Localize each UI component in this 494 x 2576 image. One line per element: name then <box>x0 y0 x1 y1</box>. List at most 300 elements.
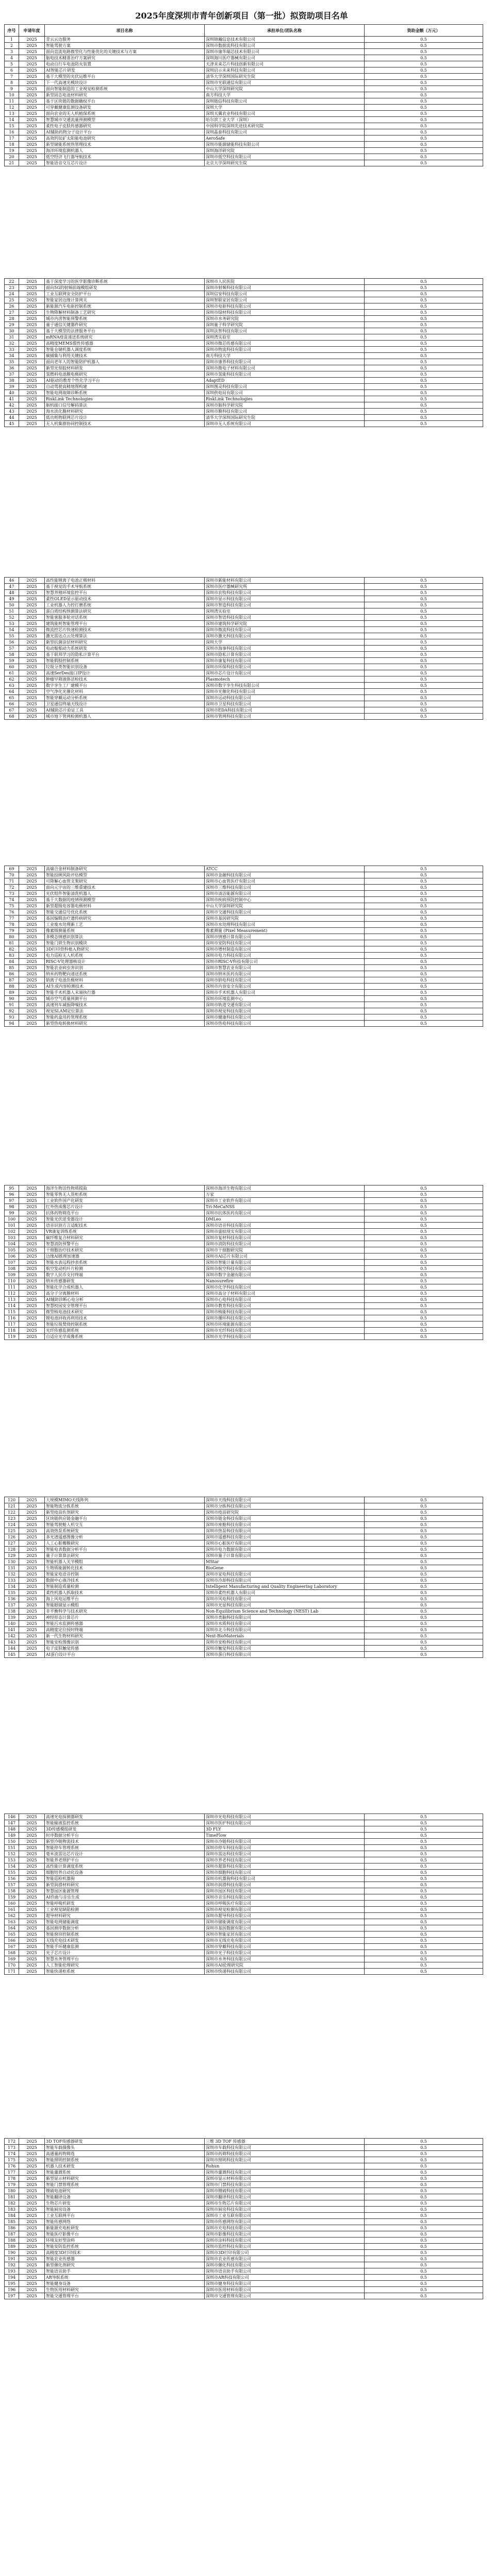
row-year: 2025 <box>19 676 45 683</box>
row-amount: 0.5 <box>365 1021 483 1027</box>
row-year: 2025 <box>19 105 45 111</box>
row-amount: 0.5 <box>365 328 483 334</box>
row-number: 140 <box>5 1621 19 1627</box>
row-project: 海上风电运维平台 <box>45 1596 205 1602</box>
row-project: 新型光刻胶材料研发 <box>45 365 205 371</box>
row-number: 135 <box>5 1590 19 1596</box>
row-unit: 深圳市无线充电有限公司 <box>205 1938 365 1944</box>
row-amount: 0.5 <box>365 92 483 98</box>
table-row <box>5 1944 483 1950</box>
row-number: 184 <box>5 2213 19 2219</box>
row-year: 2025 <box>19 43 45 49</box>
row-unit: 深圳市微芯传感有限公司 <box>205 341 365 347</box>
row-number: 69 <box>5 866 19 872</box>
row-project: RiskLink Technologies <box>45 396 205 402</box>
row-year: 2025 <box>19 922 45 928</box>
table-row <box>5 1253 483 1260</box>
row-project: 新型润滑材料研究 <box>45 1882 205 1888</box>
row-number: 107 <box>5 1260 19 1266</box>
row-number: 151 <box>5 1845 19 1851</box>
row-unit: 深圳市教育科技有限公司 <box>205 1303 365 1309</box>
row-amount: 0.5 <box>365 676 483 683</box>
table-row <box>5 2225 483 2231</box>
row-amount: 0.5 <box>365 1247 483 1253</box>
row-number: 5 <box>5 61 19 67</box>
row-project: 智能窗帘控制系统 <box>45 1931 205 1938</box>
row-amount: 0.5 <box>365 664 483 670</box>
row-amount: 0.5 <box>365 928 483 934</box>
row-year: 2025 <box>19 1870 45 1876</box>
row-year: 2025 <box>19 421 45 427</box>
row-number: 34 <box>5 353 19 359</box>
row-amount: 0.5 <box>365 285 483 291</box>
header-project: 项目名称 <box>45 25 205 37</box>
row-number: 137 <box>5 1602 19 1608</box>
table-row <box>5 1291 483 1297</box>
row-project: 微流控芯片快速检测技术 <box>45 627 205 633</box>
row-project: AI辅助诊断心电分析 <box>45 1297 205 1303</box>
row-year: 2025 <box>19 129 45 135</box>
table-row <box>5 2238 483 2244</box>
row-project: 基于深度学习的医学影像诊断系统 <box>45 279 205 285</box>
row-unit: 深圳市电驱科技有限公司 <box>205 303 365 310</box>
row-project: 智能家居边缘计算网关 <box>45 297 205 303</box>
row-amount: 0.5 <box>365 584 483 590</box>
row-unit: 深圳市锂硫科技有限公司 <box>205 2188 365 2194</box>
row-project: 干细胞治疗技术研究 <box>45 1247 205 1253</box>
row-unit: 深圳法智科技有限公司 <box>205 328 365 334</box>
row-project: 生物降解材料制备工艺研究 <box>45 310 205 316</box>
row-year: 2025 <box>19 1309 45 1315</box>
row-unit: 深圳市智能计量有限公司 <box>205 1260 365 1266</box>
row-unit: 天津未来芯片科技创新有限公司 <box>205 61 365 67</box>
row-year: 2025 <box>19 334 45 341</box>
table-row <box>5 1584 483 1590</box>
row-amount: 0.5 <box>365 111 483 117</box>
row-amount: 0.5 <box>365 953 483 959</box>
row-number: 148 <box>5 1826 19 1833</box>
row-year: 2025 <box>19 328 45 334</box>
row-unit: 深圳市环保科技有限公司 <box>205 664 365 670</box>
table-row <box>5 1229 483 1235</box>
row-year: 2025 <box>19 578 45 584</box>
row-number: 146 <box>5 1814 19 1820</box>
row-number: 98 <box>5 1204 19 1210</box>
table-row <box>5 1516 483 1522</box>
row-unit: 深圳市基因研究院 <box>205 916 365 922</box>
row-project: 红外热成像芯片设计 <box>45 1204 205 1210</box>
row-year: 2025 <box>19 117 45 123</box>
row-year: 2025 <box>19 1522 45 1528</box>
table-row <box>5 322 483 328</box>
table-row <box>5 909 483 916</box>
row-project: 城市内涝智能预警系统 <box>45 316 205 322</box>
row-project: 智能垃圾焚烧控制系统 <box>45 1321 205 1328</box>
row-number: 90 <box>5 996 19 1002</box>
row-unit: 三维 3D TOF 传感器 <box>205 2139 365 2145</box>
table-row <box>5 1272 483 1278</box>
row-amount: 0.5 <box>365 1652 483 1658</box>
row-project: 智能光伏逆变器设计 <box>45 1216 205 1223</box>
row-unit: 深圳市雷达科技有限公司 <box>205 1851 365 1857</box>
table-row <box>5 2182 483 2188</box>
table-row <box>5 105 483 111</box>
table-row <box>5 1590 483 1596</box>
row-amount: 0.5 <box>365 378 483 384</box>
row-year: 2025 <box>19 2163 45 2170</box>
row-amount: 0.5 <box>365 2231 483 2238</box>
row-project: 智能投顾风险评估模型 <box>45 872 205 878</box>
row-project: 新能源汽车电驱控制系统 <box>45 303 205 310</box>
row-unit: 深圳市养老科技有限公司 <box>205 1857 365 1863</box>
row-amount: 0.5 <box>365 658 483 664</box>
row-amount: 0.5 <box>365 1559 483 1565</box>
row-project: 超导材料研究 <box>45 1913 205 1919</box>
table-row <box>5 1510 483 1516</box>
row-project: 青云云边服务 <box>45 37 205 43</box>
row-amount: 0.5 <box>365 117 483 123</box>
table-row <box>5 297 483 303</box>
row-project: 生物医用材料研究 <box>45 2287 205 2293</box>
row-number: 13 <box>5 111 19 117</box>
row-amount: 0.5 <box>365 2163 483 2170</box>
row-project: 面向直流电路微型化与性能优化的关键技术与方案 <box>45 49 205 55</box>
row-amount: 0.5 <box>365 977 483 984</box>
table-row <box>5 903 483 909</box>
row-unit: 深圳市管网科技有限公司 <box>205 714 365 720</box>
row-unit: 深圳湾实验室 <box>205 608 365 615</box>
table-row <box>5 1266 483 1272</box>
row-year: 2025 <box>19 1497 45 1503</box>
table-row <box>5 341 483 347</box>
table-row <box>5 2250 483 2256</box>
row-year: 2025 <box>19 1888 45 1894</box>
row-year: 2025 <box>19 953 45 959</box>
row-year: 2025 <box>19 2151 45 2157</box>
row-amount: 0.5 <box>365 1503 483 1510</box>
table-row <box>5 1559 483 1565</box>
table-row <box>5 584 483 590</box>
row-project: 智能穿戴运动分析系统 <box>45 695 205 701</box>
row-number: 20 <box>5 154 19 160</box>
row-year: 2025 <box>19 1633 45 1639</box>
table-row <box>5 111 483 117</box>
row-unit: 深圳市催化科技有限公司 <box>205 2262 365 2268</box>
row-amount: 0.5 <box>365 2219 483 2225</box>
row-project: 多光谱遥感图像分析 <box>45 1534 205 1540</box>
row-year: 2025 <box>19 1297 45 1303</box>
table-row <box>5 1334 483 1340</box>
table-page <box>0 278 483 427</box>
row-project: 工业互联网安全防护平台 <box>45 291 205 297</box>
row-amount: 0.5 <box>365 707 483 714</box>
row-amount: 0.5 <box>365 916 483 922</box>
row-amount: 0.5 <box>365 421 483 427</box>
table-row <box>5 1008 483 1014</box>
row-amount: 0.5 <box>365 160 483 166</box>
row-year: 2025 <box>19 402 45 409</box>
row-unit: 深圳市显示科技有限公司 <box>205 596 365 602</box>
row-unit: 深圳市影像科技有限公司 <box>205 2231 365 2238</box>
row-unit: 深圳市显示材料有限公司 <box>205 2176 365 2182</box>
table-row <box>5 2200 483 2207</box>
row-year: 2025 <box>19 2219 45 2225</box>
row-amount: 0.5 <box>365 2207 483 2213</box>
row-number: 35 <box>5 359 19 365</box>
row-amount: 0.5 <box>365 74 483 80</box>
row-year: 2025 <box>19 1956 45 1962</box>
table-row <box>5 359 483 365</box>
table-row <box>5 2287 483 2293</box>
row-number: 70 <box>5 872 19 878</box>
row-unit: 深圳链信科技有限公司 <box>205 98 365 105</box>
row-unit: 深圳图灵科技有限公司 <box>205 384 365 390</box>
row-project: 3D打印骨科植入物研究 <box>45 946 205 953</box>
row-project: 智能电网故障诊断系统 <box>45 390 205 396</box>
row-amount: 0.5 <box>365 341 483 347</box>
row-year: 2025 <box>19 1334 45 1340</box>
row-amount: 0.5 <box>365 1185 483 1192</box>
table-row <box>5 279 483 285</box>
row-number: 37 <box>5 371 19 378</box>
row-project: 生物芯片研发 <box>45 2200 205 2207</box>
row-number: 41 <box>5 396 19 402</box>
row-project: 智能水表远程抄表系统 <box>45 1260 205 1266</box>
row-year: 2025 <box>19 946 45 953</box>
table-row <box>5 2207 483 2213</box>
row-unit: 深圳市水务研究院 <box>205 316 365 322</box>
table-row <box>5 977 483 984</box>
row-year: 2025 <box>19 977 45 984</box>
row-year: 2025 <box>19 891 45 897</box>
row-unit: 深圳市RISC-V科技有限公司 <box>205 959 365 965</box>
row-project: 语音识别方言适配技术 <box>45 1223 205 1229</box>
row-year: 2025 <box>19 1315 45 1321</box>
row-number: 126 <box>5 1534 19 1540</box>
table-row <box>5 37 483 43</box>
row-year: 2025 <box>19 940 45 946</box>
table-row <box>5 1216 483 1223</box>
row-amount: 0.5 <box>365 371 483 378</box>
row-year: 2025 <box>19 67 45 74</box>
row-amount: 0.5 <box>365 1284 483 1291</box>
row-unit: 深圳市3D打印有限公司 <box>205 2250 365 2256</box>
row-year: 2025 <box>19 670 45 676</box>
row-unit: 深圳市语音科技有限公司 <box>205 1223 365 1229</box>
row-amount: 0.5 <box>365 1851 483 1857</box>
row-year: 2025 <box>19 61 45 67</box>
row-number: 168 <box>5 1950 19 1956</box>
row-project: 光子芯片设计 <box>45 1950 205 1956</box>
row-year: 2025 <box>19 2145 45 2151</box>
row-year: 2025 <box>19 365 45 371</box>
table-row <box>5 1833 483 1839</box>
row-unit: 深圳市金融科技有限公司 <box>205 872 365 878</box>
row-year: 2025 <box>19 1615 45 1621</box>
row-number: 186 <box>5 2225 19 2231</box>
table-row <box>5 74 483 80</box>
table-row <box>5 1534 483 1540</box>
row-year: 2025 <box>19 1639 45 1646</box>
row-year: 2025 <box>19 154 45 160</box>
row-amount: 0.5 <box>365 303 483 310</box>
row-year: 2025 <box>19 316 45 322</box>
row-amount: 0.5 <box>365 909 483 916</box>
row-number: 112 <box>5 1291 19 1297</box>
table-row <box>5 922 483 928</box>
row-project: 基于联邦学习的隐私计算平台 <box>45 652 205 658</box>
row-project: 量子通信关键器件研究 <box>45 322 205 328</box>
table-row <box>5 1328 483 1334</box>
row-amount: 0.5 <box>365 596 483 602</box>
row-year: 2025 <box>19 1602 45 1608</box>
table-row <box>5 866 483 872</box>
row-number: 117 <box>5 1321 19 1328</box>
row-project: 智能门锁生物识别模块 <box>45 940 205 946</box>
row-amount: 0.5 <box>365 1814 483 1820</box>
row-year: 2025 <box>19 353 45 359</box>
row-project: 毫米波雷达芯片设计 <box>45 1851 205 1857</box>
table-page <box>0 1497 483 1658</box>
row-year: 2025 <box>19 608 45 615</box>
row-number: 122 <box>5 1510 19 1516</box>
row-number: 44 <box>5 415 19 421</box>
table-row <box>5 940 483 946</box>
row-number: 87 <box>5 977 19 984</box>
row-project: 高分子分离膜材料 <box>45 1291 205 1297</box>
row-unit: 深圳市视觉科技有限公司 <box>205 1008 365 1014</box>
row-number: 109 <box>5 1272 19 1278</box>
row-amount: 0.5 <box>365 1291 483 1297</box>
row-unit: Rohun <box>205 2163 365 2170</box>
row-amount: 0.5 <box>365 652 483 658</box>
row-number: 195 <box>5 2281 19 2287</box>
row-unit: 深圳市医疗器械研究所 <box>205 584 365 590</box>
row-unit: 深圳市遥感科技有限公司 <box>205 1534 365 1540</box>
row-year: 2025 <box>19 627 45 633</box>
table-row <box>5 80 483 86</box>
row-project: 钠离子电池负极材料 <box>45 977 205 984</box>
row-number: 81 <box>5 940 19 946</box>
table-row <box>5 1615 483 1621</box>
table-row <box>5 1646 483 1652</box>
row-amount: 0.5 <box>365 1002 483 1008</box>
row-project: 细胞培养自动化设备 <box>45 1870 205 1876</box>
row-number: 131 <box>5 1565 19 1571</box>
row-amount: 0.5 <box>365 353 483 359</box>
row-year: 2025 <box>19 396 45 402</box>
row-project: 智慧校园安全管理平台 <box>45 1303 205 1309</box>
row-amount: 0.5 <box>365 1260 483 1266</box>
table-row <box>5 1578 483 1584</box>
row-project: AI辅助药物分子设计平台 <box>45 129 205 135</box>
table-row <box>5 1925 483 1931</box>
page-title: 2025年度深圳市青年创新项目（第一批）拟资助项目名单 <box>135 11 348 21</box>
row-amount: 0.5 <box>365 396 483 402</box>
row-unit: 深圳市音乐科技有限公司 <box>205 1894 365 1901</box>
row-project: 机器人技术研发 <box>45 2163 205 2170</box>
row-number: 66 <box>5 701 19 707</box>
row-year: 2025 <box>19 2188 45 2194</box>
row-amount: 0.5 <box>365 1315 483 1321</box>
row-unit: 深圳市呼吸医疗有限公司 <box>205 1901 365 1907</box>
row-unit: 深圳市家电科技有限公司 <box>205 1571 365 1578</box>
row-project: 可穿戴健康监测设备研发 <box>45 105 205 111</box>
row-year: 2025 <box>19 1571 45 1578</box>
row-project: 光纤传感监测系统 <box>45 1328 205 1334</box>
row-project: 非平衡科学与技术研究 <box>45 1608 205 1615</box>
row-number: 43 <box>5 409 19 415</box>
row-year: 2025 <box>19 1845 45 1851</box>
table-row <box>5 1938 483 1944</box>
row-year: 2025 <box>19 1553 45 1559</box>
table-row <box>5 1021 483 1027</box>
row-project: 新型固态电池材料研究 <box>45 92 205 98</box>
row-year: 2025 <box>19 639 45 646</box>
row-unit: 深圳市疫苗研究院 <box>205 1510 365 1516</box>
row-year: 2025 <box>19 1863 45 1870</box>
row-year: 2025 <box>19 1278 45 1284</box>
row-year: 2025 <box>19 1229 45 1235</box>
table-row <box>5 2275 483 2281</box>
row-unit: 深圳市照明科技有限公司 <box>205 2157 365 2163</box>
row-project: 智能安检图像识别 <box>45 1639 205 1646</box>
row-number: 91 <box>5 1002 19 1008</box>
row-number: 16 <box>5 129 19 135</box>
row-unit: 深圳大学 <box>205 105 365 111</box>
table-row <box>5 160 483 166</box>
row-amount: 0.5 <box>365 2151 483 2157</box>
row-amount: 0.5 <box>365 1857 483 1863</box>
row-unit: 深圳市光显科技有限公司 <box>205 1602 365 1608</box>
row-project: 智能手术机器人末端执行器 <box>45 990 205 996</box>
table-row <box>5 990 483 996</box>
row-year: 2025 <box>19 934 45 940</box>
table-row <box>5 117 483 123</box>
row-unit: 深圳市海事科技有限公司 <box>205 646 365 652</box>
table-row <box>5 1198 483 1204</box>
row-number: 85 <box>5 965 19 971</box>
row-project: 卫星通信终端天线设计 <box>45 701 205 707</box>
table-row <box>5 1540 483 1547</box>
row-amount: 0.5 <box>365 43 483 49</box>
row-unit: 深圳市能源储能科技有限公司 <box>205 142 365 148</box>
row-amount: 0.5 <box>365 1204 483 1210</box>
row-project: 无人机集群协同控制技术 <box>45 421 205 427</box>
row-unit: 深圳市视觉检测有限公司 <box>205 1907 365 1913</box>
row-amount: 0.5 <box>365 2139 483 2145</box>
row-project: 智能输液监控系统 <box>45 1820 205 1826</box>
table-row <box>5 1857 483 1863</box>
row-year: 2025 <box>19 74 45 80</box>
row-unit: 深圳市疾病预防控制中心 <box>205 897 365 903</box>
row-amount: 0.5 <box>365 701 483 707</box>
row-number: 113 <box>5 1297 19 1303</box>
row-year: 2025 <box>19 1627 45 1633</box>
row-unit: 深圳市水务科技有限公司 <box>205 1956 365 1962</box>
row-year: 2025 <box>19 2293 45 2299</box>
row-number: 62 <box>5 676 19 683</box>
row-project: 高效钙钛矿太阳能电池研究 <box>45 135 205 142</box>
row-amount: 0.5 <box>365 1646 483 1652</box>
table-row <box>5 1962 483 1969</box>
row-unit: 深圳天翼农业科技有限公司 <box>205 111 365 117</box>
row-project: 工业视觉缺陷检测 <box>45 1907 205 1913</box>
row-number: 55 <box>5 633 19 639</box>
row-unit: 深圳市机器狗科技有限公司 <box>205 1876 365 1882</box>
table-row <box>5 1503 483 1510</box>
row-amount: 0.5 <box>365 2287 483 2293</box>
